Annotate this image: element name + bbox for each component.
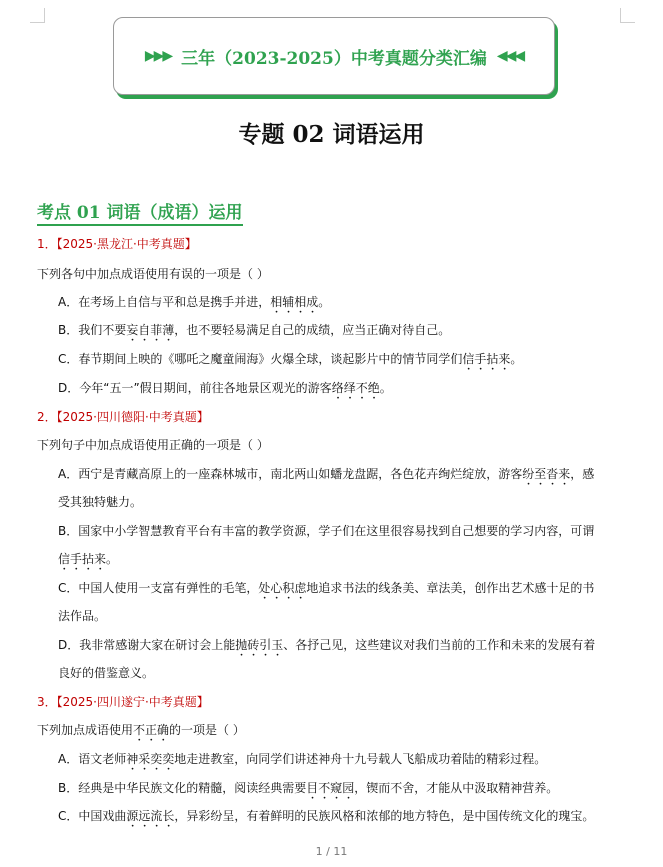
page-title: 专题 02 词语运用 [238,121,425,148]
q1-option-a: A．在考场上自信与平和总是携手并进，相辅相成。 [58,295,331,309]
q3-option-a: A．语文老师神采奕奕地走进教室，向同学们讲述神舟十九号载人飞船成功着陆的精彩过程。 [58,752,547,766]
question-source: 【2025·四川遂宁·中考真题】 [56,695,209,709]
q2-option-a-continued: 受其独特魅力。 [58,495,143,509]
q2-option-b-continued: 信手拈来。 [58,552,119,566]
q2-option-d: D．我非常感谢大家在研讨会上能抛砖引玉、各抒己见，这些建议对我们当前的工作和未来的发展有着 [58,638,596,652]
question-1-header [37,236,197,252]
q2-option-c: C．中国人使用一支富有弹性的毛笔，处心积虑地追求书法的线条美、章法美，创作出艺术感十足的书 [58,581,595,595]
q2-option-c-continued: 法作品。 [58,609,107,623]
corner-mark-top-left [30,8,45,23]
banner-left-arrows: ▶▶▶ [144,48,172,64]
question-number: 2． [37,410,57,424]
corner-mark-top-right [620,8,635,23]
q3-option-b: B．经典是中华民族文化的精髓，阅读经典需要目不窥园，锲而不舍，才能从中汲取精神营养。 [58,781,559,795]
question-3-header [37,694,209,710]
q1-option-c: C．春节期间上映的《哪吒之魔童闹海》火爆全球，谈起影片中的情节同学们信手拈来。 [58,352,523,366]
q1-option-d: D．今年“五一”假日期间，前往各地景区观光的游客络绎不绝。 [58,381,392,395]
section-heading: 考点 01 词语（成语）运用 [37,198,243,226]
q2-option-a: A．西宁是青藏高原上的一座森林城市，南北两山如蟠龙盘踞，各色花卉绚烂绽放，游客纷至沓来，感 [58,467,595,481]
q1-option-b: B．我们不要妄自菲薄，也不要轻易满足自己的成绩，应当正确对待自己。 [58,323,451,337]
page-number: 1 / 11 [315,845,348,858]
question-2-header [37,409,209,425]
question-source: 【2025·四川德阳·中考真题】 [56,410,209,424]
banner-text: 三年（2023-2025）中考真题分类汇编 [181,48,487,69]
series-banner [113,17,555,95]
banner-right-arrows: ◀◀◀ [496,48,524,64]
question-2-stem: 下列句子中加点成语使用正确的一项是（ ） [37,438,269,452]
question-3-stem: 下列加点成语使用不正确的一项是（ ） [37,723,245,737]
q2-option-b: B．国家中小学智慧教育平台有丰富的教学资源，学子们在这里很容易找到自己想要的学习内容，可谓 [58,524,595,538]
question-source: 【2025·黑龙江·中考真题】 [56,237,197,251]
question-number: 1． [37,237,57,251]
q3-option-c: C．中国戏曲源远流长，异彩纷呈，有着鲜明的民族风格和浓郁的地方特色，是中国传统文化的瑰宝。 [58,809,595,823]
q2-option-d-continued: 良好的借鉴意义。 [58,666,155,680]
question-1-stem: 下列各句中加点成语使用有误的一项是（ ） [37,267,269,281]
question-number: 3． [37,695,57,709]
